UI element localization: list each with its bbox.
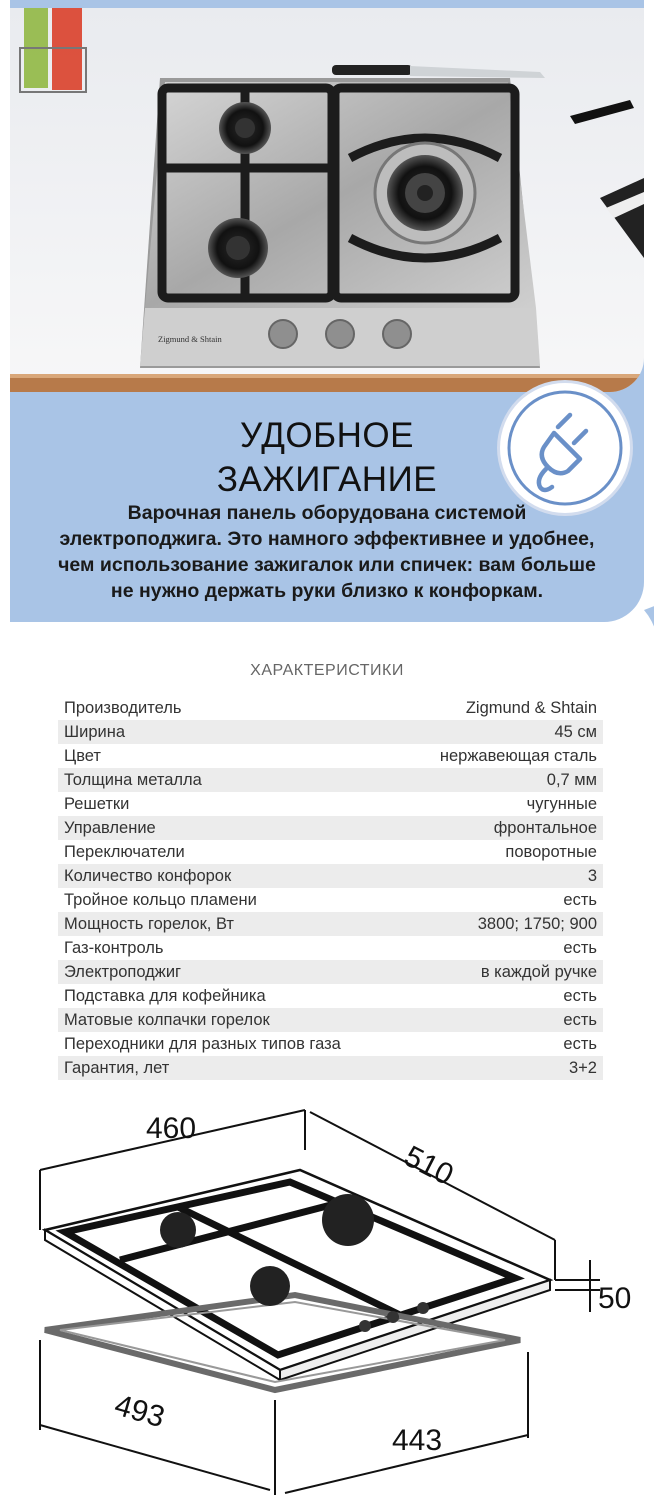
spec-value: есть [563,987,597,1005]
spec-label: Ширина [64,723,126,741]
spec-row [58,816,603,840]
gas-hob [140,78,540,368]
spec-row [58,1032,603,1056]
dim-depth-top: 510 [399,1139,459,1192]
feature-text-line: не нужно держать руки близко к конфоркам. [110,580,544,602]
spec-label: Переключатели [64,843,185,861]
spec-row [58,720,603,744]
spec-value: 0,7 мм [546,771,597,789]
spec-label: Мощность горелок, Вт [64,915,234,933]
spec-value: есть [563,891,597,909]
spec-value: чугунные [526,795,597,813]
spec-label: Гарантия, лет [64,1059,170,1077]
feature-description [14,500,640,604]
spec-value: есть [563,1011,597,1029]
spec-label: Управление [64,819,156,837]
spec-label: Толщина металла [64,771,202,789]
spec-row [58,936,603,960]
spec-value: нержавеющая сталь [439,747,597,765]
spec-row [58,792,603,816]
spec-row [58,888,603,912]
spec-value: есть [563,939,597,957]
spec-row [58,960,603,984]
specs-title: ХАРАКТЕРИСТИКИ [250,662,404,679]
dim-cutout-width: 443 [392,1424,443,1457]
feature-title [80,414,574,502]
spec-label: Тройное кольцо пламени [64,891,257,909]
spec-row [58,1008,603,1032]
spec-label: Матовые колпачки горелок [64,1011,270,1029]
dim-height: 50 [598,1282,632,1315]
spec-value: в каждой ручке [480,963,597,981]
spec-label: Количество конфорок [64,867,232,885]
spec-value: Zigmund & Shtain [465,699,597,717]
dim-cutout-depth: 493 [110,1388,169,1435]
spec-row [58,984,603,1008]
spec-row [58,864,603,888]
spec-row [58,696,603,720]
feature-title-line: УДОБНОЕ [240,416,414,455]
spec-label: Цвет [64,747,101,765]
spec-label: Подставка для кофейника [64,987,266,1005]
spec-value: 3+2 [569,1059,597,1077]
spec-value: 45 см [554,723,597,741]
spec-value: фронтальное [493,819,597,837]
spec-row [58,744,603,768]
spec-row [58,840,603,864]
spec-label: Электроподжиг [64,963,182,981]
oil-bottles [20,8,86,92]
product-photo [10,8,644,392]
dimension-diagram [0,1090,654,1500]
spec-label: Решетки [64,795,130,813]
spec-label: Производитель [64,699,182,717]
hob-brand-plate: Zigmund & Shtain [158,334,222,344]
spec-row [58,768,603,792]
feature-text-line: чем использование зажигалок или спичек: вам больше [58,554,596,576]
dim-width-top: 460 [146,1112,197,1145]
spec-row [58,912,603,936]
feature-title-line: ЗАЖИГАНИЕ [216,460,438,499]
spec-label: Переходники для разных типов газа [64,1035,341,1053]
feature-text-line: Варочная панель оборудована системой [127,502,527,524]
spec-row [58,1056,603,1080]
spec-value: 3 [587,867,597,885]
spec-label: Газ-контроль [64,939,164,957]
spec-value: 3800; 1750; 900 [477,915,597,933]
spec-table [58,696,603,1080]
feature-text-line: электроподжига. Это намного эффективнее и удобнее, [59,528,595,550]
spec-value: поворотные [505,843,597,861]
spec-value: есть [563,1035,597,1053]
